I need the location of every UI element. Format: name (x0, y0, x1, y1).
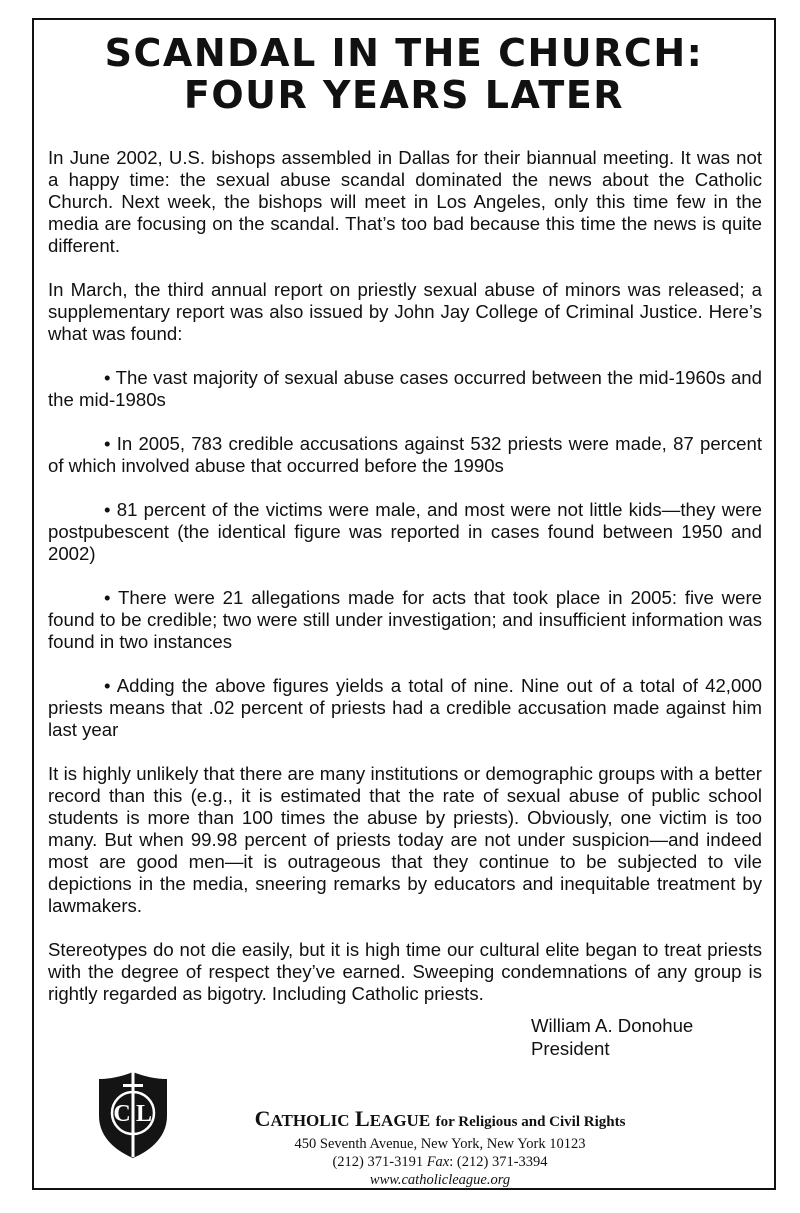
title-line-1: SCANDAL IN THE CHURCH: (104, 31, 704, 75)
logo-letter-c: C (113, 1101, 131, 1127)
intro-paragraph: In June 2002, U.S. bishops assembled in Dallas for their biannual meeting. It was not a happy time: the sexual abuse scandal dominated the news about the Catholic Church. Next week, the bishops will meet in Los Angeles, only this time few in the media are focusing on the scandal. That’s too bad because this time the news is quite different. (48, 147, 762, 256)
organization-block (200, 1106, 680, 1189)
signature-role: President (531, 1038, 610, 1059)
signature-name: William A. Donohue (531, 1015, 694, 1036)
finding-item: • 81 percent of the victims were male, and most were not little kids—they were postpubescent (the identical figure was reported in cases found between 1950 and 2002) (48, 499, 762, 564)
fax-number: (212) 371-3394 (456, 1154, 548, 1170)
report-paragraph: In March, the third annual report on priestly sexual abuse of minors was released; a supplementary report was also issued by John Jay College of Criminal Justice. Here’s what was found: (48, 279, 762, 344)
finding-item: • In 2005, 783 credible accusations against 532 priests were made, 87 percent of which involved abuse that occurred before the 1990s (48, 433, 762, 476)
sword-crossguard (123, 1084, 143, 1087)
finding-item: • There were 21 allegations made for acts that took place in 2005: five were found to be credible; two were still under investigation; and insufficient information was found in two instances (48, 587, 762, 652)
logo-letter-l: L (135, 1101, 153, 1127)
comparison-paragraph: It is highly unlikely that there are many institutions or demographic groups with a better record than this (e.g., it is estimated that the rate of sexual abuse of public school students is more than 100 times the abuse by priests). Obviously, one victim is too many. But when 99.98 percent of priests today are not under suspicion—and indeed most are good men—it is outrageous that they continue to be subjected to vile depictions in the media, sneering remarks by educators and inequitable treatment by lawmakers. (48, 763, 762, 916)
organization-address: 450 Seventh Avenue, New York, New York 10123 (294, 1136, 586, 1152)
ad-frame (32, 18, 776, 1190)
organization-phone-fax: (212) 371-3191 Fax: (212) 371-3394 (332, 1154, 548, 1170)
catholic-league-shield-logo (96, 1068, 170, 1160)
title-line-2: FOUR YEARS LATER (183, 73, 625, 117)
organization-subtitle: for Religious and Civil Rights (435, 1114, 626, 1130)
page-title (34, 32, 774, 116)
finding-item: • Adding the above figures yields a total of nine. Nine out of a total of 42,000 priests means that .02 percent of priests had a credible accusation made against him last year (48, 675, 762, 740)
closing-paragraph: Stereotypes do not die easily, but it is high time our cultural elite began to treat priests with the degree of respect they’ve earned. Sweeping condemnations of any group is rightly regarded as bigotry. Including Catholic priests. (48, 939, 762, 1004)
article-body (48, 147, 762, 1027)
organization-website: www.catholicleague.org (369, 1172, 511, 1188)
finding-item: • The vast majority of sexual abuse cases occurred between the mid-1960s and the mid-1980s (48, 367, 762, 410)
signature-block (531, 1014, 693, 1060)
organization-name: CATHOLIC LEAGUE for Religious and Civil Rights (254, 1106, 626, 1131)
phone-number: (212) 371-3191 (332, 1154, 424, 1170)
